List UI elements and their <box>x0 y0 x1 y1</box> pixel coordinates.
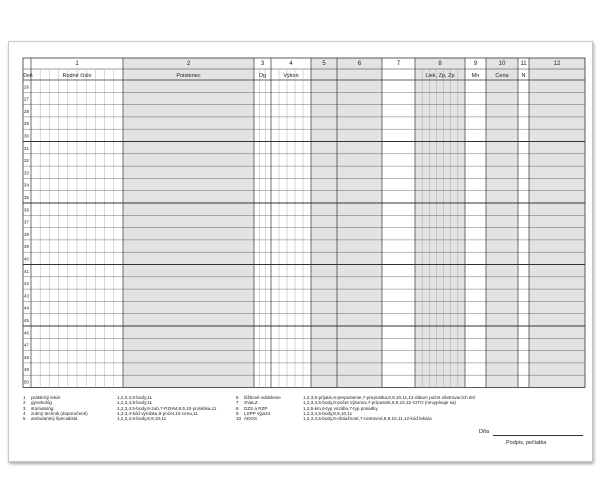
legend-left-item-name: stomatológ <box>31 405 54 411</box>
row-number-45: 45 <box>24 318 29 323</box>
section-number-5: 5 <box>322 61 326 67</box>
row-number-43: 43 <box>24 293 29 299</box>
label-poistenec: Poistenec <box>176 73 201 79</box>
row-number-42: 42 <box>24 281 29 287</box>
legend-right-item-codes: 1,2,3,4,5-body,6-obtiažnosť,7-cestovné,8,9,10,11,12-kód lekára <box>303 416 432 422</box>
section-number-4: 4 <box>289 61 293 67</box>
label-cena: Cena <box>495 73 509 79</box>
row-number-50: 50 <box>24 379 29 385</box>
legend-right-item-name: DZS a RZP <box>244 405 268 411</box>
section-number-3: 3 <box>260 61 265 67</box>
row-number-44: 44 <box>24 305 29 311</box>
legend-left-item-number: 1 <box>23 395 26 400</box>
legend-right-item-number: 6 <box>236 395 239 400</box>
legend-left-item-name: zubný technik (doporučené) <box>31 410 88 416</box>
legend-left-item-name: gynekológ <box>31 400 52 406</box>
shaded-column-6 <box>529 58 585 388</box>
section-number-2: 2 <box>186 61 191 67</box>
legend-left-item-codes: 1,2,3,4,5-body,8,9,10,11 <box>117 416 167 422</box>
row-number-27: 27 <box>24 96 29 102</box>
label-rodne-cislo: Rodné číslo <box>62 73 92 79</box>
date-line <box>493 435 583 436</box>
legend-left-item-number: 2 <box>23 400 26 406</box>
row-number-34: 34 <box>24 182 29 188</box>
legend-right-item-number: 8 <box>236 405 239 411</box>
section-number-1: 1 <box>75 61 79 67</box>
label-n: N <box>521 73 526 79</box>
shaded-column-4 <box>415 58 465 388</box>
section-number-11: 11 <box>520 61 527 67</box>
section-number-10: 10 <box>498 61 506 67</box>
row-number-49: 49 <box>24 367 29 373</box>
legend-left-item-number: 4 <box>23 410 26 416</box>
legend-right-item-name: LSPP výjazd <box>244 410 270 416</box>
row-number-35: 35 <box>24 195 29 200</box>
row-number-37: 37 <box>24 219 29 225</box>
label-vykon: Výkon <box>283 73 299 79</box>
legend-right-item-codes: 1,2,5-km,6-typ vozidla,7-typ posádky <box>303 405 378 411</box>
row-number-31: 31 <box>24 145 29 151</box>
section-number-8: 8 <box>438 61 442 67</box>
row-number-46: 46 <box>24 330 29 336</box>
row-number-32: 32 <box>24 158 29 164</box>
legend-right-item-number: 9 <box>236 410 239 416</box>
legend-left-item-codes: 1,2,3,4,5-body,6-zub,7-PZHM,8,9,10-protetika,11 <box>117 405 217 411</box>
legend-left-item-name: praktický lekár <box>31 395 61 400</box>
form-sheet <box>8 41 593 462</box>
row-number-38: 38 <box>24 231 29 237</box>
section-number-9: 9 <box>473 61 478 67</box>
row-number-36: 36 <box>24 207 29 213</box>
section-number-7: 7 <box>396 61 401 67</box>
section-number-12: 12 <box>553 61 561 67</box>
legend-left-item-number: 3 <box>23 405 26 411</box>
row-number-40: 40 <box>24 256 29 262</box>
row-number-28: 28 <box>24 108 29 114</box>
row-number-26: 26 <box>24 84 29 90</box>
legend-right-item-codes: 1,2,3,4,5-body,6-počet výkonov,7-prípustok,8,9,10,12-CITO (nevyplnaje sa) <box>303 400 456 406</box>
label-den: Deň <box>23 73 33 79</box>
legend-right-item-name: ADOS <box>244 416 258 422</box>
row-number-47: 47 <box>24 342 29 348</box>
legend-right-item-number: 10 <box>236 416 242 422</box>
shaded-column-5 <box>486 58 518 388</box>
row-number-48: 48 <box>24 354 29 360</box>
legend-right-item-codes: 1,2,3,5-prijatie,6-prepustenie,7-prepustka,8,9,10,11,12-dátum počet ošetrovacích dní <box>303 395 476 400</box>
signature-label: Podpis, pečiatka <box>506 440 547 446</box>
row-number-33: 33 <box>24 170 29 176</box>
row-number-30: 30 <box>24 133 29 139</box>
legend-right-item-number: 7 <box>236 400 239 406</box>
row-number-39: 39 <box>24 244 29 250</box>
legend-left-item-codes: 1,2,3,4-kód výrobku,9-počet,10-cena,11 <box>117 410 198 416</box>
section-number-6: 6 <box>357 61 362 67</box>
legend-right-item-name: lôžkové oddelenie <box>244 395 281 400</box>
legend-left-item-codes: 1,2,3,4,5-body,11 <box>117 400 153 406</box>
legend-right-item-name: SVaLZ <box>244 400 258 406</box>
legend-left-item-codes: 1,2,3,4,5-body,11 <box>117 395 153 400</box>
legend-left-item-name: ambulantný špecialista <box>31 416 78 422</box>
label-dg: Dg <box>258 73 267 79</box>
label-mn: Mn <box>471 73 480 79</box>
shaded-column-1 <box>123 58 254 388</box>
shaded-column-3 <box>337 58 382 388</box>
shaded-column-2 <box>311 58 337 388</box>
form-grid <box>9 42 592 461</box>
legend-right-item-codes: 1,2,3,4,5-body,8,9,10,11 <box>303 410 353 416</box>
date-label: Dňa <box>479 429 490 435</box>
legend-left-item-number: 5 <box>23 416 26 422</box>
row-number-29: 29 <box>24 121 29 127</box>
row-number-41: 41 <box>24 268 29 274</box>
label-liek: Liek, Zp, Zp <box>425 73 455 79</box>
